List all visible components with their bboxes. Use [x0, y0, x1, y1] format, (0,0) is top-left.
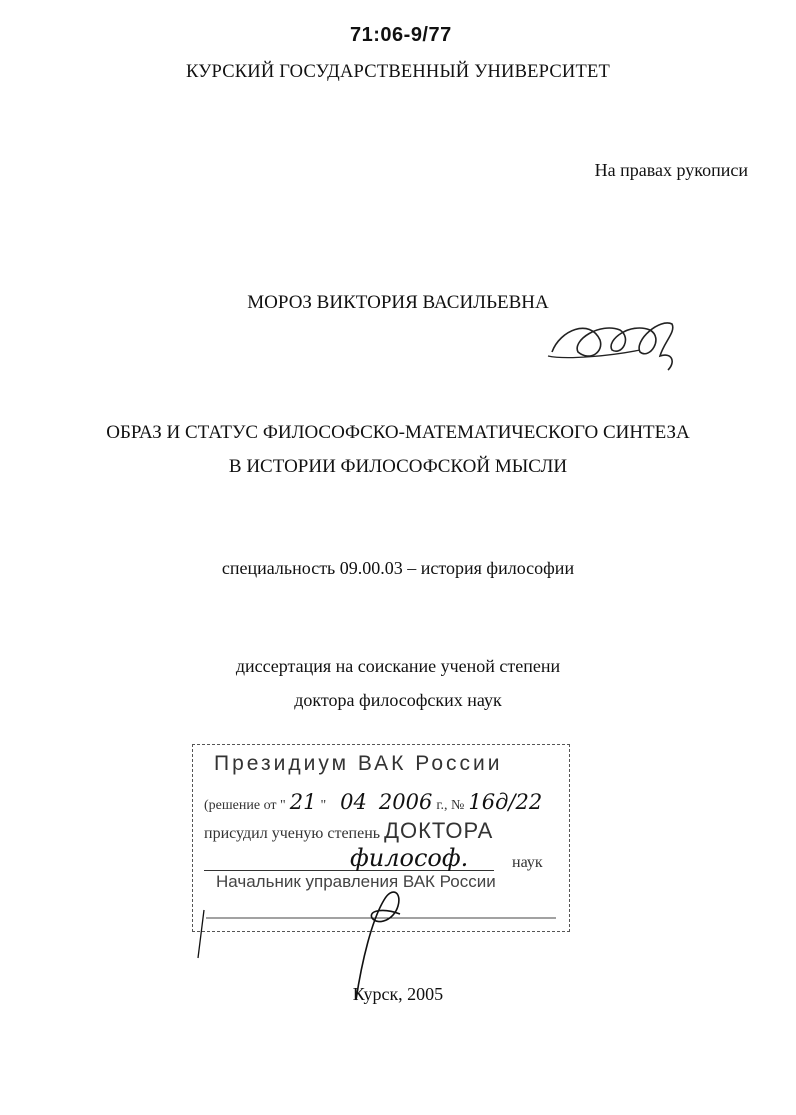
dissertation-title-line-1: ОБРАЗ И СТАТУС ФИЛОСОФСКО-МАТЕМАТИЧЕСКОГО СИНТЕЗА [106, 422, 690, 443]
stamp-science-handwritten: философ. [350, 844, 469, 872]
author-name: МОРОЗ ВИКТОРИЯ ВАСИЛЬЕВНА [247, 292, 549, 313]
stamp-decision-prefix: (решение от " [204, 798, 286, 813]
stamp-day: 21 [289, 790, 317, 814]
stamp-month: 04 [340, 790, 367, 814]
dissertation-title-line-2: В ИСТОРИИ ФИЛОСОФСКОЙ МЫСЛИ [228, 456, 568, 477]
stamp-quote: " [320, 798, 327, 813]
stamp-awarded-prefix: присудил ученую степень [204, 825, 381, 842]
stamp-footer: Начальник управления ВАК России [216, 872, 496, 891]
degree-line-2: доктора философских наук [294, 690, 502, 710]
stamp-number: 16д/22 [468, 790, 543, 814]
city-year: Курск, 2005 [352, 984, 444, 1004]
stamp-awarded-degree: ДОКТОРА [384, 818, 494, 843]
manuscript-rights-note: На правах рукописи [594, 160, 748, 180]
stamp-header: Президиум ВАК России [214, 752, 503, 775]
specialty-line: специальность 09.00.03 – история философии [221, 558, 575, 578]
stamp-year-suffix: г., № [436, 798, 465, 813]
degree-line-1: диссертация на соискание ученой степени [235, 656, 561, 676]
stamp-science-suffix: наук [512, 854, 543, 871]
archive-code: 71:06-9/77 [350, 24, 452, 46]
stamp-year: 2006 [378, 790, 433, 814]
university-name: КУРСКИЙ ГОСУДАРСТВЕННЫЙ УНИВЕРСИТЕТ [186, 62, 610, 82]
